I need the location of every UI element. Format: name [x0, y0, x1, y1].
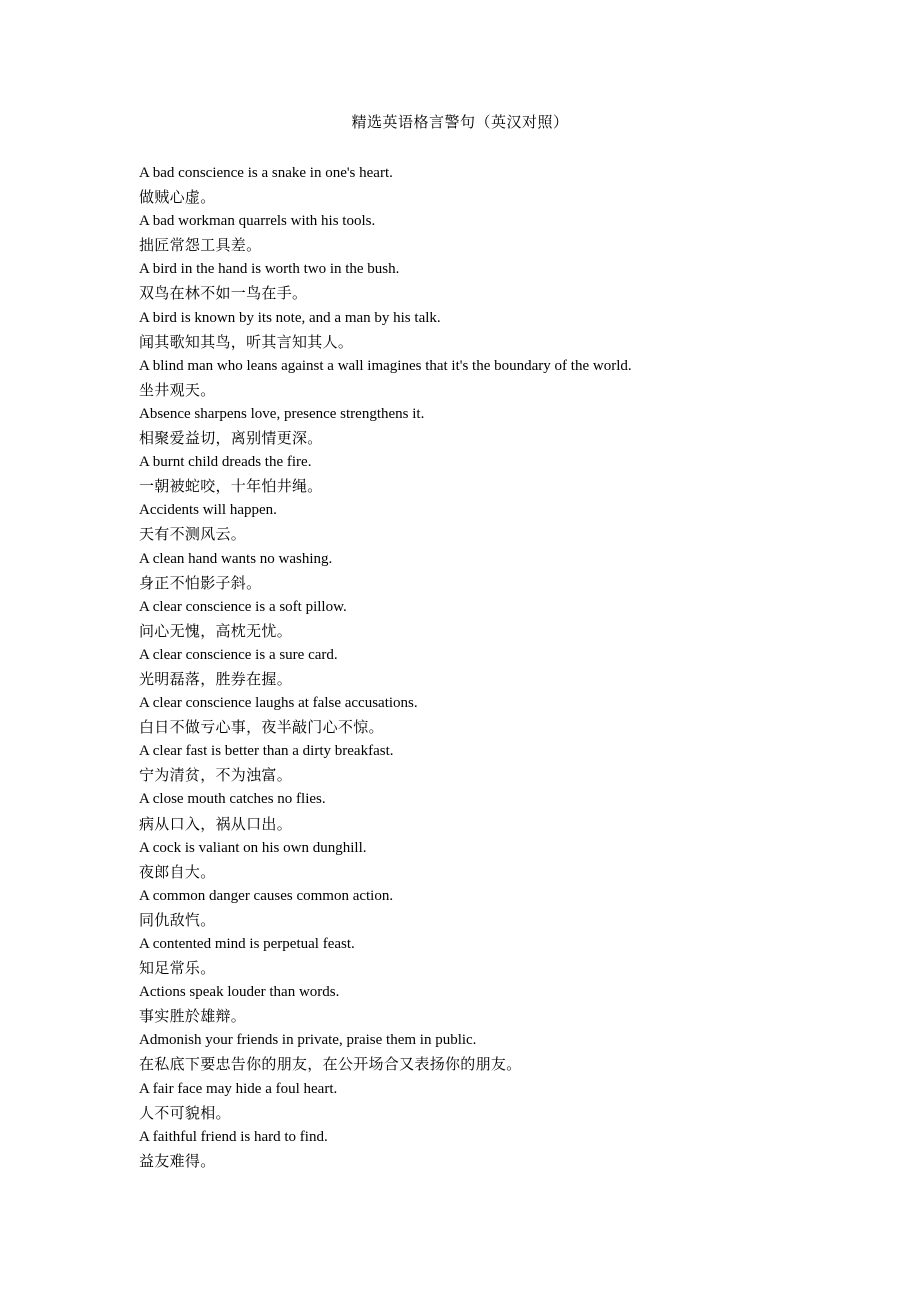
proverb-chinese: 做贼心虚。 — [139, 188, 216, 207]
proverb-chinese: 身正不怕影子斜。 — [139, 573, 262, 592]
proverb-english: A clear conscience is a soft pillow. — [139, 598, 347, 615]
document-title: 精选英语格言警句（英汉对照） — [351, 115, 569, 131]
proverb-chinese: 夜郎自大。 — [139, 862, 216, 881]
proverb-chinese: 双鸟在林不如一鸟在手。 — [139, 284, 308, 303]
proverb-english: A bad workman quarrels with his tools. — [139, 213, 376, 230]
proverb-item — [139, 643, 839, 691]
proverb-chinese: 在私底下要忠告你的朋友，在公开场合又表扬你的朋友。 — [139, 1055, 522, 1074]
proverb-chinese: 白日不做亏心事，夜半敲门心不惊。 — [139, 718, 384, 737]
proverb-english: A cock is valiant on his own dunghill. — [139, 839, 367, 856]
proverb-english: A contented mind is perpetual feast. — [139, 936, 355, 952]
proverb-chinese: 相聚爱益切，离别情更深。 — [139, 429, 323, 448]
proverb-chinese: 拙匠常怨工具差。 — [139, 236, 262, 255]
proverb-item — [139, 402, 839, 450]
proverb-item — [139, 161, 839, 209]
proverb-chinese: 天有不测风云。 — [139, 525, 247, 544]
proverb-item — [139, 787, 839, 835]
proverb-item — [139, 1028, 839, 1076]
proverb-english: Actions speak louder than words. — [139, 984, 340, 1001]
proverb-english: A bird is known by its note, and a man by his talk. — [139, 309, 441, 326]
proverb-chinese: 问心无愧，高枕无忧。 — [139, 621, 293, 640]
proverb-english: A clear conscience laughs at false accusations. — [139, 695, 418, 712]
proverb-item — [139, 1125, 839, 1173]
proverb-english: A blind man who leans against a wall imagines that it's the boundary of the world. — [139, 357, 632, 374]
proverb-item — [139, 306, 839, 354]
proverb-english: A clear fast is better than a dirty breakfast. — [139, 743, 394, 760]
proverb-chinese: 闻其歌知其鸟，听其言知其人。 — [139, 332, 354, 351]
proverb-item — [139, 932, 839, 980]
proverb-item — [139, 980, 839, 1028]
proverb-english: A bad conscience is a snake in one's heart. — [139, 165, 393, 181]
proverb-english: A clean hand wants no washing. — [139, 550, 333, 567]
proverb-item — [139, 547, 839, 595]
proverb-chinese: 病从口入，祸从口出。 — [139, 814, 293, 833]
proverb-item — [139, 354, 839, 402]
proverb-english: Accidents will happen. — [139, 502, 277, 519]
proverb-chinese: 宁为清贫，不为浊富。 — [139, 766, 293, 785]
proverb-chinese: 人不可貌相。 — [139, 1103, 231, 1122]
proverb-item — [139, 1077, 839, 1125]
proverb-english: A clear conscience is a sure card. — [139, 646, 338, 663]
proverb-item — [139, 257, 839, 305]
proverb-item — [139, 498, 839, 546]
proverb-item — [139, 884, 839, 932]
proverb-english: A common danger causes common action. — [139, 887, 394, 904]
proverb-chinese: 益友难得。 — [139, 1151, 216, 1170]
proverb-item — [139, 450, 839, 498]
proverb-english: A burnt child dreads the fire. — [139, 454, 312, 471]
proverb-list — [139, 161, 839, 1173]
proverb-english: A bird in the hand is worth two in the bush. — [139, 261, 400, 278]
proverb-english: Admonish your friends in private, praise them in public. — [139, 1032, 477, 1049]
proverb-chinese: 一朝被蛇咬，十年怕井绳。 — [139, 477, 323, 496]
proverb-chinese: 知足常乐。 — [139, 959, 216, 978]
proverb-chinese: 事实胜於雄辩。 — [139, 1007, 247, 1026]
proverb-item — [139, 209, 839, 257]
proverb-english: A close mouth catches no flies. — [139, 791, 326, 808]
proverb-chinese: 同仇敌忾。 — [139, 910, 216, 929]
proverb-english: Absence sharpens love, presence strengthens it. — [139, 405, 425, 422]
proverb-chinese: 光明磊落，胜券在握。 — [139, 669, 293, 688]
proverb-item — [139, 691, 839, 739]
proverb-english: A faithful friend is hard to find. — [139, 1128, 328, 1145]
proverb-item — [139, 836, 839, 884]
proverb-item — [139, 739, 839, 787]
proverb-item — [139, 595, 839, 643]
proverb-chinese: 坐井观天。 — [139, 380, 216, 399]
proverb-english: A fair face may hide a foul heart. — [139, 1080, 338, 1097]
